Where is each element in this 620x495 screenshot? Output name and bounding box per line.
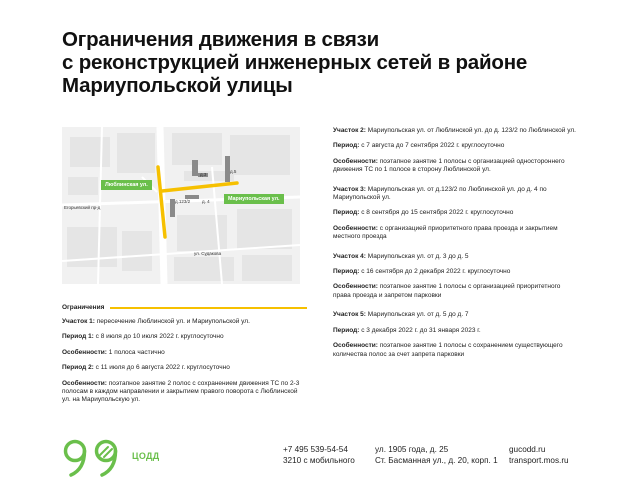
footer <box>62 437 582 477</box>
section-item: Период: с 3 декабря 2022 г. до 31 января 2023 г. <box>333 326 481 334</box>
house-label: д.3 <box>200 172 207 177</box>
house-label: д. 4 <box>202 199 210 204</box>
section-item: Участок 5: Мариупольская ул. от д. 5 до д. 7 <box>333 311 469 319</box>
phone-number[interactable]: +7 495 539-54-54 <box>283 445 348 454</box>
street-tag-mariupolskaya: Мариупольская ул. <box>224 194 284 204</box>
section-item: Участок 3: Мариупольская ул. от д.123/2 по Люблинской ул. до д. 4 по Мариупольской ул. <box>333 185 547 202</box>
logo-icon <box>62 437 130 477</box>
section-item: Период: с 7 августа до 7 сентября 2022 г. круглосуточно <box>333 142 505 150</box>
page-title: Ограничения движения в связи с реконструкцией инженерных сетей в районе Мариупольской улицы <box>62 28 528 97</box>
legend-header <box>62 304 307 311</box>
restriction-line-swatch <box>110 307 307 309</box>
address-line: ул. 1905 года, д. 25 <box>375 445 449 454</box>
phone-contacts <box>283 445 355 466</box>
legend-item: Участок 1: пересечение Люблинской ул. и Мариупольской ул. <box>62 318 250 325</box>
address-contacts <box>375 445 498 466</box>
legend-item: Особенности: поэтапное занятие 2 полос с сохранением движения ТС по 2-3 полосам в каждом направлении и закрытием правого поворота с Люблинской ул. на Мариупольскую ул. <box>62 379 300 404</box>
sections-column <box>333 127 578 359</box>
house-label: д.123/2 <box>175 199 191 204</box>
section-item: Период: с 16 сентября до 2 декабря 2022 г. круглосуточно <box>333 268 511 276</box>
section-item: Особенности: с организацией приоритетного права проезда и закрытием местного проезда <box>333 224 558 241</box>
map <box>62 127 300 284</box>
website-link[interactable]: gucodd.ru <box>509 445 546 454</box>
legend-item: Особенности: 1 полоса частично <box>62 348 165 356</box>
section-item: Участок 2: Мариупольская ул. от Люблинской ул. до д. 123/2 по Люблинской ул. <box>333 127 576 134</box>
logo-text: ЦОДД <box>132 451 160 461</box>
website-link[interactable]: transport.mos.ru <box>509 455 569 465</box>
legend-title: Ограничения <box>62 304 105 311</box>
web-contacts <box>509 445 569 466</box>
section-item: Особенности: поэтапное занятие 1 полосы с сохранением существующего количества полос за счет запрета парковки <box>333 342 563 358</box>
section-item: Особенности: поэтапное занятие 1 полосы с организацией приоритетного права проезда и запретом парковки <box>333 283 561 299</box>
address-line: Ст. Басманная ул., д. 20, корп. 1 <box>375 455 498 465</box>
codd-logo <box>62 437 162 477</box>
mobile-short-number: 3210 с мобильного <box>283 455 355 465</box>
section-item: Период: с 8 сентября до 15 сентября 2022 г. круглосуточно <box>333 209 514 217</box>
street-label-egorievsky: Егорьевский пр-д <box>64 205 101 210</box>
legend-item: Период 2: с 11 июля до 6 августа 2022 г. круглосуточно <box>62 364 230 372</box>
restrictions-legend <box>62 304 307 405</box>
street-label-sudakova: ул. Судакова <box>194 251 222 256</box>
street-tag-lyublinskaya: Люблинская ул. <box>101 180 152 190</box>
house-label: д.5 <box>230 169 237 174</box>
section-item: Участок 4: Мариупольская ул. от д. 3 до д. 5 <box>333 252 469 260</box>
section-item: Особенности: поэтапное занятие 1 полосы с организацией одностороннего движения ТС по 1 полосе в сторону Люблинской ул. <box>333 157 565 174</box>
legend-item: Период 1: с 8 июля до 10 июля 2022 г. круглосуточно <box>62 333 224 341</box>
